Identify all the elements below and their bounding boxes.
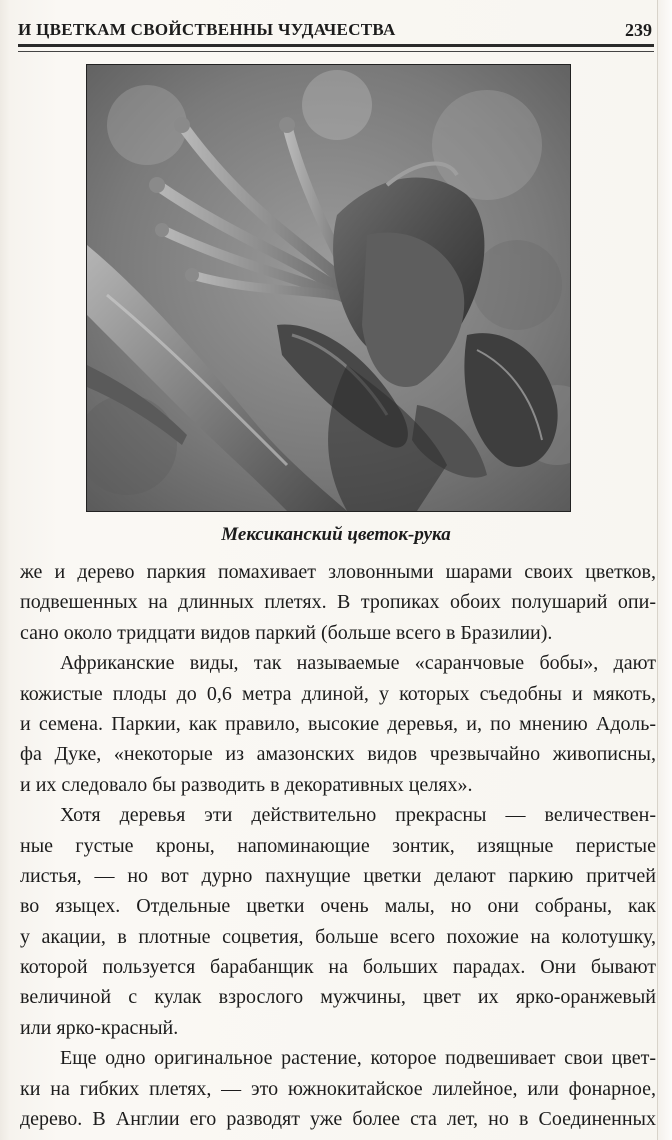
running-title: И ЦВЕТКАМ СВОЙСТВЕННЫ ЧУДАЧЕСТВА (18, 20, 396, 39)
text-line: и семена. Паркии, как правило, высокие деревья, и, по мнению Адоль- (20, 712, 656, 735)
figure-caption: Мексиканский цветок-рука (221, 524, 451, 545)
header-rule-thin (18, 51, 654, 52)
text-line: же и дерево паркия помахивает зловонными шарами своих цветков, (20, 561, 656, 583)
text-line: ки на гибких плетях, — это южнокитайское лилейное, или фонарное, (20, 1077, 656, 1100)
body-text (20, 557, 656, 1134)
page-number: 239 (625, 20, 652, 40)
text-line: кожистые плоды до 0,6 метра длиной, у которых съедобны и мякоть, (20, 682, 656, 705)
text-line: Африканские виды, так называемые «саранчовые бобы», дают (60, 652, 656, 675)
text-line: или ярко-красный. (20, 1016, 179, 1039)
text-line: которой пользуется барабанщик на больших парадах. Они бывают (20, 956, 656, 979)
text-line: у акации, в плотные соцветия, больше всего похожие на колотушку, (20, 925, 656, 948)
adjacent-page-edge (657, 0, 672, 1140)
text-line: во языцех. Отдельные цветки очень малы, но они собраны, как (20, 895, 656, 918)
text-line: сано около тридцати видов паркий (больше всего в Бразилии). (20, 621, 553, 644)
flower-photo (86, 64, 571, 512)
flower-photo-illustration (87, 65, 570, 511)
text-line: ные густые кроны, напоминающие зонтик, изящные перистые (20, 834, 656, 857)
header-rule-thick (18, 44, 654, 47)
text-line: Хотя деревья эти действительно прекрасны — величествен- (60, 804, 656, 827)
text-line: и их следовало бы разводить в декоративных целях». (20, 773, 473, 796)
page-header (18, 14, 654, 60)
text-line: величиной с кулак взрослого мужчины, цвет их ярко-оранжевый (20, 986, 656, 1009)
text-line: дерево. В Англии его разводят уже более ста лет, но в Соединенных (20, 1108, 656, 1131)
text-line: подвешенных на длинных плетях. В тропиках обоих полушарий опи- (20, 591, 656, 614)
text-line: фа Дуке, «некоторые из амазонских видов чрезвычайно живописны, (20, 743, 656, 766)
text-line: листья, — но вот дурно пахнущие цветки делают паркию притчей (20, 864, 656, 887)
text-line: Еще одно оригинальное растение, которое подвешивает свои цвет- (60, 1047, 656, 1070)
